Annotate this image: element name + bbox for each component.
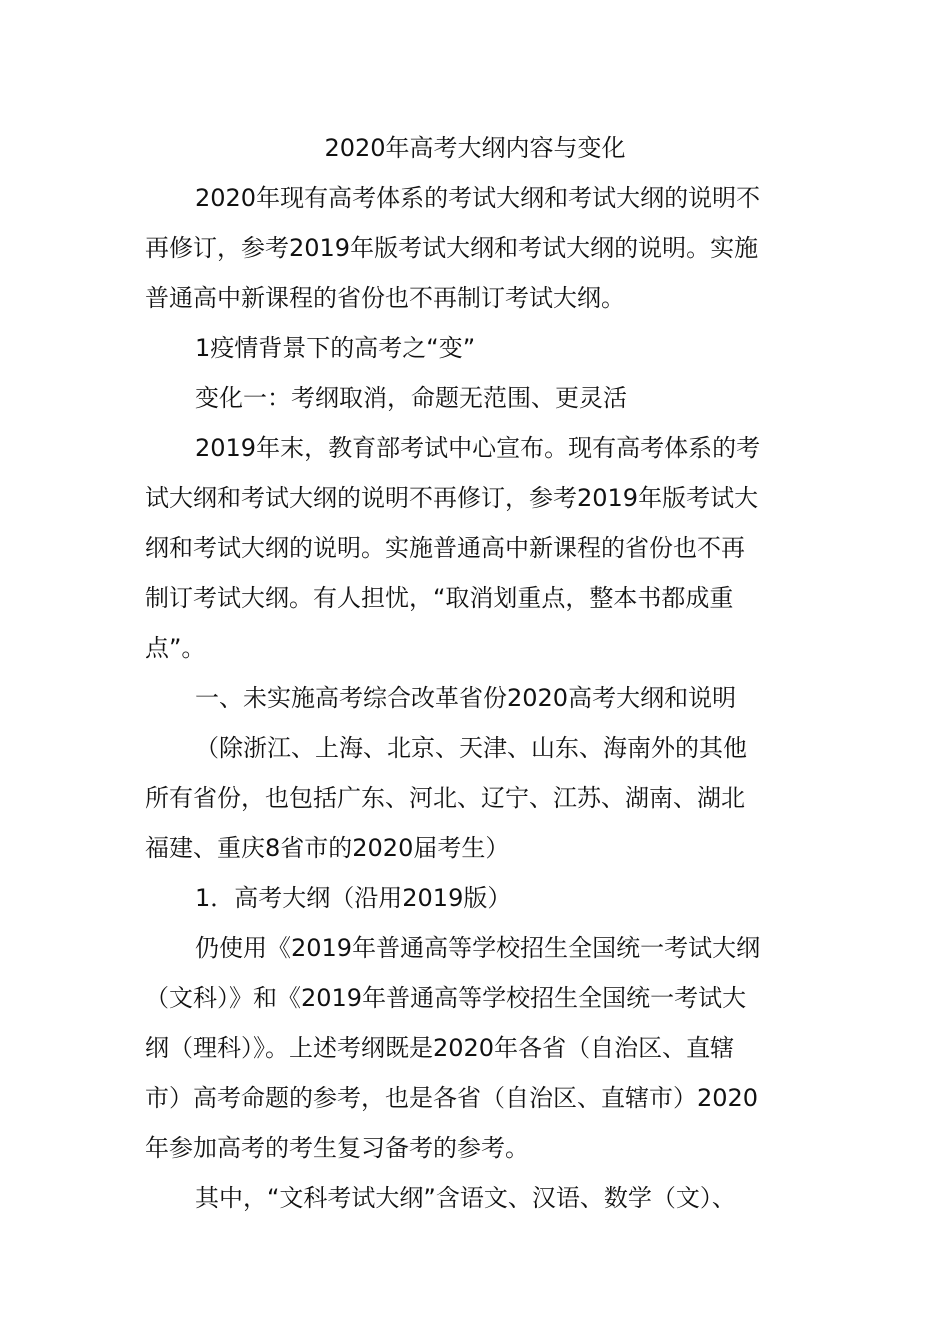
body-line: 纲（理科）》。上述考纲既是2020年各省（自治区、直辖 (145, 1034, 735, 1062)
body-line: 再修订，参考2019年版考试大纲和考试大纲的说明。实施 (145, 234, 759, 262)
body-line: 仍使用《2019年普通高等学校招生全国统一考试大纲 (195, 934, 761, 962)
body-line: 制订考试大纲。有人担忧，“取消划重点，整本书都成重 (145, 584, 734, 612)
body-line: （除浙江、上海、北京、天津、山东、海南外的其他 (195, 734, 747, 762)
body-line: 2019年末，教育部考试中心宣布。现有高考体系的考 (195, 434, 761, 462)
section-heading: 1疫情背景下的高考之“变” (195, 334, 476, 362)
body-line: 点”。 (145, 634, 206, 662)
body-line: 普通高中新课程的省份也不再制订考试大纲。 (145, 284, 625, 312)
body-line: 所有省份，也包括广东、河北、辽宁、江苏、湖南、湖北 (145, 784, 745, 812)
body-line: 试大纲和考试大纲的说明不再修订，参考2019年版考试大 (145, 484, 759, 512)
body-line: 2020年现有高考体系的考试大纲和考试大纲的说明不 (195, 184, 761, 212)
body-line: （文科）》和《2019年普通高等学校招生全国统一考试大 (145, 984, 747, 1012)
body-line: 纲和考试大纲的说明。实施普通高中新课程的省份也不再 (145, 534, 745, 562)
body-line: 其中，“文科考试大纲”含语文、汉语、数学（文）、 (195, 1184, 736, 1212)
body-line: 年参加高考的考生复习备考的参考。 (145, 1134, 529, 1162)
subsection-heading: 变化一：考纲取消，命题无范围、更灵活 (195, 384, 627, 412)
section-heading: 一、未实施高考综合改革省份2020高考大纲和说明 (195, 684, 737, 712)
document-title: 2020年高考大纲内容与变化 (324, 134, 626, 162)
subsection-heading: 1．高考大纲（沿用2019版） (195, 884, 512, 912)
body-line: 福建、重庆8省市的2020届考生） (145, 834, 510, 862)
body-line: 市）高考命题的参考，也是各省（自治区、直辖市）2020 (145, 1084, 759, 1112)
